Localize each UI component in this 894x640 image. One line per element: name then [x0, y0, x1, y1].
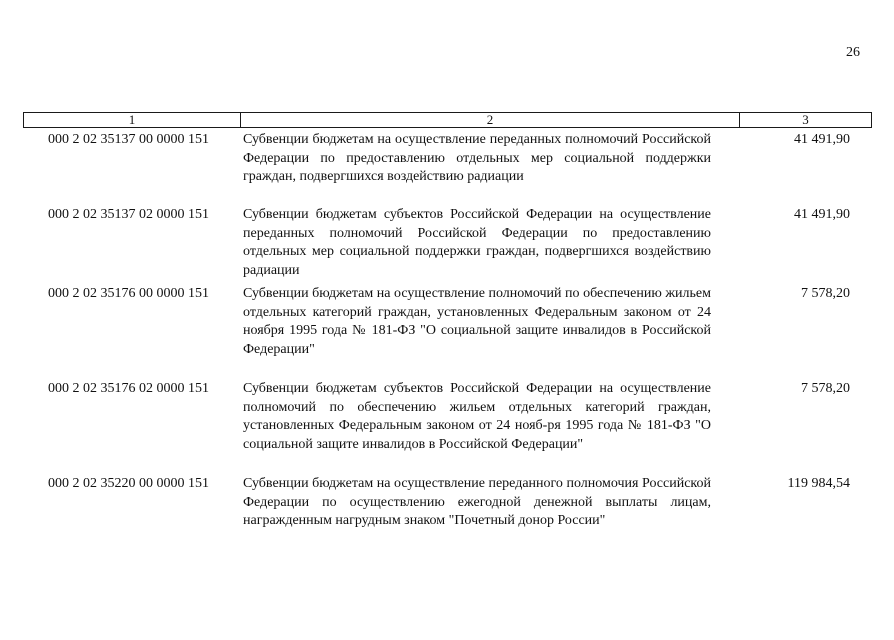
column-header-code: 1 — [24, 113, 241, 127]
row-amount: 119 984,54 — [787, 476, 850, 491]
column-header-description: 2 — [241, 113, 740, 127]
row-amount: 41 491,90 — [794, 207, 850, 222]
row-description: Субвенции бюджетам на осуществление полномочий по обеспечению жильем отдельных категорий граждан, установленных Федеральным законом от 24 ноября 1995 года № 181-ФЗ "О социальной защите инвалидов в Российской Федерации" — [243, 286, 711, 357]
row-description: Субвенции бюджетам субъектов Российской Федерации на осуществление переданных полномочий Российской Федерации по предоставлению отдельных мер социальной поддержки граждан, подвергшихся воздействию радиации — [243, 207, 711, 278]
row-description: Субвенции бюджетам на осуществление переданного полномочия Российской Федерации по осуществлению ежегодной денежной выплаты лицам, награжденным нагрудным знаком "Почетный донор России" — [243, 476, 711, 528]
budget-code: 000 2 02 35176 02 0000 151 — [48, 381, 209, 396]
budget-code: 000 2 02 35137 02 0000 151 — [48, 207, 209, 222]
row-amount: 41 491,90 — [794, 132, 850, 147]
budget-code: 000 2 02 35137 00 0000 151 — [48, 132, 209, 147]
row-description: Субвенции бюджетам субъектов Российской Федерации на осуществление полномочий по обеспечению жильем отдельных категорий граждан, установленных Федеральным законом от 24 нояб-ря 1995 года № 181-ФЗ "О социальной защите инвалидов в Российской Федерации" — [243, 381, 711, 452]
row-amount: 7 578,20 — [801, 381, 850, 396]
budget-code: 000 2 02 35220 00 0000 151 — [48, 476, 209, 491]
budget-code: 000 2 02 35176 00 0000 151 — [48, 286, 209, 301]
column-header-amount: 3 — [802, 112, 809, 127]
row-description: Субвенции бюджетам на осуществление переданных полномочий Российской Федерации по предоставлению отдельных мер социальной поддержки граждан, подвергшихся воздействию радиации — [243, 132, 711, 184]
row-amount: 7 578,20 — [801, 286, 850, 301]
page-number: 26 — [846, 45, 860, 60]
table-header — [23, 112, 872, 128]
